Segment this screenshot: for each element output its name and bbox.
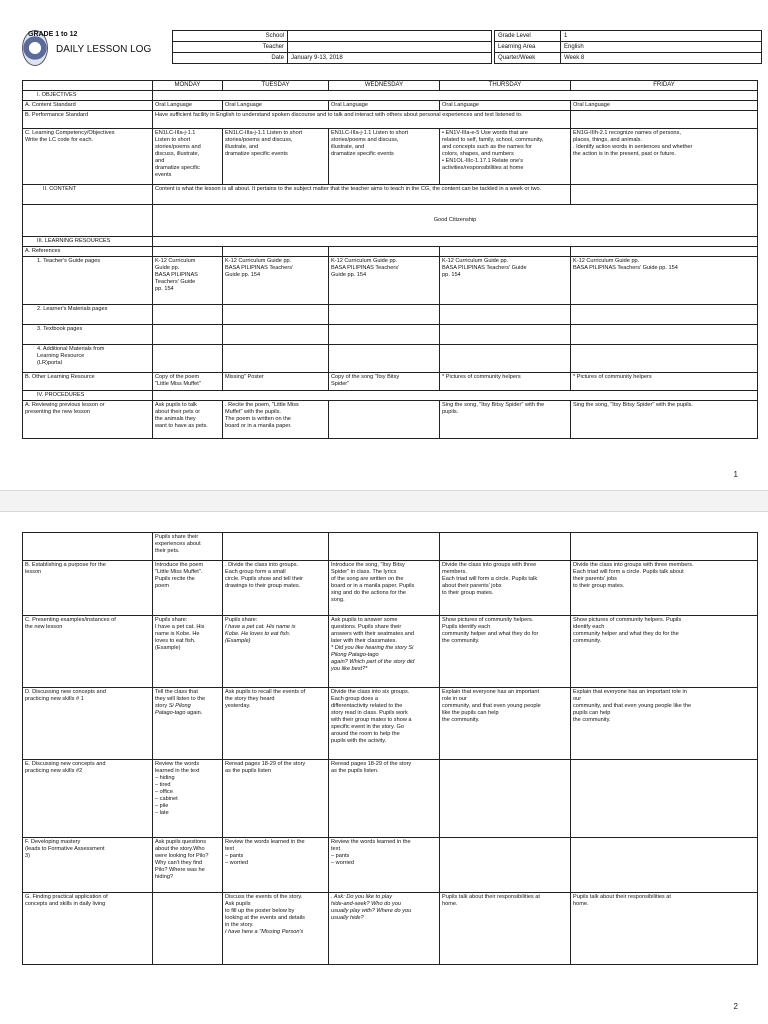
table-cell: K-12 Curriculum Guide pp. BASA PILIPINAS Teachers' Guide pp. 154 [571,257,758,305]
performance-standard-label: B. Performance Standard [23,111,153,129]
table-cell: Reread pages 18-29 of the story as the pupils listen [223,760,329,838]
discuss2-row [23,760,758,838]
examples-row [23,616,758,688]
table-cell: Sing the song, "Itsy Bitsy Spider" with the pupils. [440,401,571,439]
performance-standard-text: Have sufficient facility in English to understand spoken discourse and to talk and interact with others about personal experiences and text listened to. [153,111,571,129]
table-cell: Sing the song, "Itsy Bitsy Spider" with the pupils. [571,401,758,439]
table-cell: Show pictures of community helpers. Pupils identify each community helper and what they do for the community. [440,616,571,688]
content-standard-row [23,101,758,111]
other-resource-row [23,373,758,391]
table-cell: Review the words learned in the text – hiding – tired – office – cabinet – pile – late [153,760,223,838]
table-cell: Divide the class into groups with three members. Each triad will form a circle. Pupils talk about their parents' jobs to their group mates. [440,561,571,616]
practical-row [23,893,758,965]
school-info-table [172,30,492,64]
table-cell: Pupils talk about their responsibilities at home. [440,893,571,965]
content-label: II. CONTENT [23,185,153,205]
lesson-table-page-2 [22,532,758,965]
table-cell: Introduce the poem "Little Miss Muffet". Pupils recite the poem [153,561,223,616]
page-1 [0,0,768,490]
page-separator [0,490,768,512]
blank-header [23,81,153,91]
date-value: January 9-13, 2018 [288,53,492,64]
day-tuesday: TUESDAY [223,81,329,91]
table-cell: Ask pupils to answer some questions. Pupils share their answers with their seatmates and later with their classmates. * Did you like hearing the story Si Pilong Patago-tago again? Which part of the story did you like best?* [329,616,440,688]
mastery-label: F. Developing mastery (leads to Formative Assessment 3) [23,838,153,893]
table-cell: . Divide the class into groups. Each group form a small circle. Pupils show and tell their drawings to their group mates. [223,561,329,616]
content-description: Content is what the lesson is all about. It pertains to the subject matter that the teacher aims to teach in the CG, the content can be tackled in a week or two. [153,185,571,205]
table-cell: EN1LC-IIIa-j-1.1 Listen to short stories/poems and discuss, illustrate, and dramatize specific events [153,129,223,185]
table-cell: Show pictures of community helpers. Pupils identify each community helper and what they do for the community. [571,616,758,688]
content-standard-label: A. Content Standard [23,101,153,111]
table-cell: EN1LC-IIIa-j-1.1 Listen to short stories/poems and discuss, illustrate, and dramatize specific events [329,129,440,185]
table-cell: Pupils talk about their responsibilities at home. [571,893,758,965]
table-cell: K-12 Curriculum Guide pp. BASA PILIPINAS Teachers' Guide pp. 154 [223,257,329,305]
quarter-value: Week 8 [561,53,762,64]
table-cell: * Pictures of community helpers [440,373,571,391]
review-row [23,401,758,439]
doc-title: DAILY LESSON LOG [56,44,152,55]
grade-range: GRADE 1 to 12 [28,31,78,38]
table-cell: Oral Language [223,101,329,111]
header [22,30,762,68]
table-cell: Divide the class into groups with three members. Each triad will form a circle. Pupils talk about their parents' jobs to their group mates. [571,561,758,616]
objectives-heading: I. OBJECTIVES [23,91,153,101]
table-cell: Missing" Poster [223,373,329,391]
table-cell: Copy of the song "Itsy Bitsy Spider" [329,373,440,391]
purpose-row [23,561,758,616]
table-cell: Discuss the events of the story. Ask pupils to fill up the poster below by looking at the events and details in the story. I have here a "Missing Person's [223,893,329,965]
table-cell: K-12 Curriculum Guide pp. BASA PILIPINAS Teachers' Guide pp. 154 [329,257,440,305]
teacher-label: Teacher [173,42,288,53]
day-monday: MONDAY [153,81,223,91]
references-heading: A. References [23,247,153,257]
table-cell: Oral Language [153,101,223,111]
practical-label: G. Finding practical application of concepts and skills in daily living [23,893,153,965]
learning-area-label: Learning Area [495,42,561,53]
day-wednesday: WEDNESDAY [329,81,440,91]
day-thursday: THURSDAY [440,81,571,91]
table-cell: Review the words learned in the text – pants – worried [223,838,329,893]
table-cell: Pupils share: I have a pet cat. His name is Kobe. He loves to eat fish. (Example) [153,616,223,688]
discuss2-label: E. Discussing new concepts and practicing new skills #2 [23,760,153,838]
teacher-value [288,42,492,53]
other-resource-label: B. Other Learning Resource [23,373,153,391]
additional-materials-label: 4. Additional Materials from Learning Resource (LR)portal [23,345,153,373]
table-cell: Divide the class into six groups. Each group does a differentactivity related to the story read in class. Pupils work with their group mates to show a specific event in the story. Go around the room to help the pupils with the activity. [329,688,440,760]
table-cell [329,401,440,439]
textbook-label: 3. Textbook pages [23,325,153,345]
discuss1-label: D. Discussing new concepts and practicing new skills # 1 [23,688,153,760]
discuss1-row [23,688,758,760]
procedures-heading: IV. PROCEDURES [23,391,153,401]
table-cell: . Recite the poem, "Little Miss Muffet" with the pupils. The poem is written on the board or in a manila paper. [223,401,329,439]
day-friday: FRIDAY [571,81,758,91]
grade-info-table [494,30,762,64]
table-cell: Oral Language [440,101,571,111]
examples-label: C. Presenting examples/instances of the new lesson [23,616,153,688]
competency-label: C. Learning Competency/Objectives Write the LC code for each. [23,129,153,185]
teachers-guide-row [23,257,758,305]
table-cell: • EN1V-IIIa-e-5 Use words that are related to self, family, school, community, and concepts such as the names for colors, shapes, and numbers • EN1OL-IIIc-1.17.1 Relate one's activities/responsibilities at home [440,129,571,185]
table-cell: Introduce the song, "Itsy Bitsy Spider" in class. The lyrics of the song are written on the board or in a manila paper. Pupils sing and do the actions for the song. [329,561,440,616]
school-label: School [173,31,288,42]
lesson-table-page-1 [22,80,758,439]
table-cell: Ask pupils to recall the events of the story they heard yesterday. [223,688,329,760]
resources-heading: III. LEARNING RESOURCES [23,237,153,247]
table-cell: Ask pupils to talk about their pets or the animals they want to have as pets. [153,401,223,439]
table-cell: Tell the class that they will listen to the story Si Pilong Patago-tago again. [153,688,223,760]
table-cell: Pupils share: I have a pet cat. His name is Kobe. He loves to eat fish. (Example) [223,616,329,688]
table-cell: Copy of the poem "Little Miss Muffet" [153,373,223,391]
learners-materials-label: 2. Learner's Materials pages [23,305,153,325]
table-cell: EN1G-IIIh-2.1 recognize names of persons, places, things, and animals. . Identify action words in sentences and whether the action is in the present, past or future. [571,129,758,185]
teachers-guide-label: 1. Teacher's Guide pages [23,257,153,305]
quarter-label: Quarter/Week [495,53,561,64]
review-label: A. Reviewing previous lesson or presenting the new lesson [23,401,153,439]
table-cell: Review the words learned in the text – pants – worried [329,838,440,893]
grade-level-label: Grade Level [495,31,561,42]
table-cell: K-12 Curriculum Guide pp. BASA PILIPINAS Teachers' Guide pp. 154 [153,257,223,305]
mastery-row [23,838,758,893]
table-cell: Oral Language [329,101,440,111]
table-cell: Ask pupils questions about the story.Who were looking for Pilo? Why can't they find Pilo? Where was he hiding? [153,838,223,893]
performance-standard-row [23,111,758,129]
page-number: 2 [733,1002,738,1011]
page-number: 1 [733,470,738,479]
day-header-row [23,81,758,91]
grade-level-value: 1 [561,31,762,42]
school-value [288,31,492,42]
content-topic: Good Citizenship [153,205,758,237]
table-cell: Explain that everyone has an important role in our community, and that even young people like the pupils can help the community. [440,688,571,760]
table-cell: . Ask: Do you like to play hide-and-seek? Who do you usually play with? Where do you usually hide? [329,893,440,965]
purpose-label: B. Establishing a purpose for the lesson [23,561,153,616]
table-cell: * Pictures of community helpers [571,373,758,391]
continued-row [23,533,758,561]
content-row [23,185,758,205]
table-cell: Reread pages 18-29 of the story as the pupils listen. [329,760,440,838]
table-cell: Pupils share their experiences about their pets. [153,533,223,561]
page-2 [0,512,768,1024]
competency-row [23,129,758,185]
table-cell: K-12 Curriculum Guide pp. BASA PILIPINAS Teachers' Guide pp. 154 [440,257,571,305]
table-cell: EN1LC-IIIa-j-1.1 Listen to short stories/poems and discuss, illustrate, and dramatize specific events [223,129,329,185]
date-label: Date [173,53,288,64]
learning-area-value: English [561,42,762,53]
table-cell: Oral Language [571,101,758,111]
table-cell: Explain that everyone has an important role in our community, and that even young people like the pupils can help the community. [571,688,758,760]
